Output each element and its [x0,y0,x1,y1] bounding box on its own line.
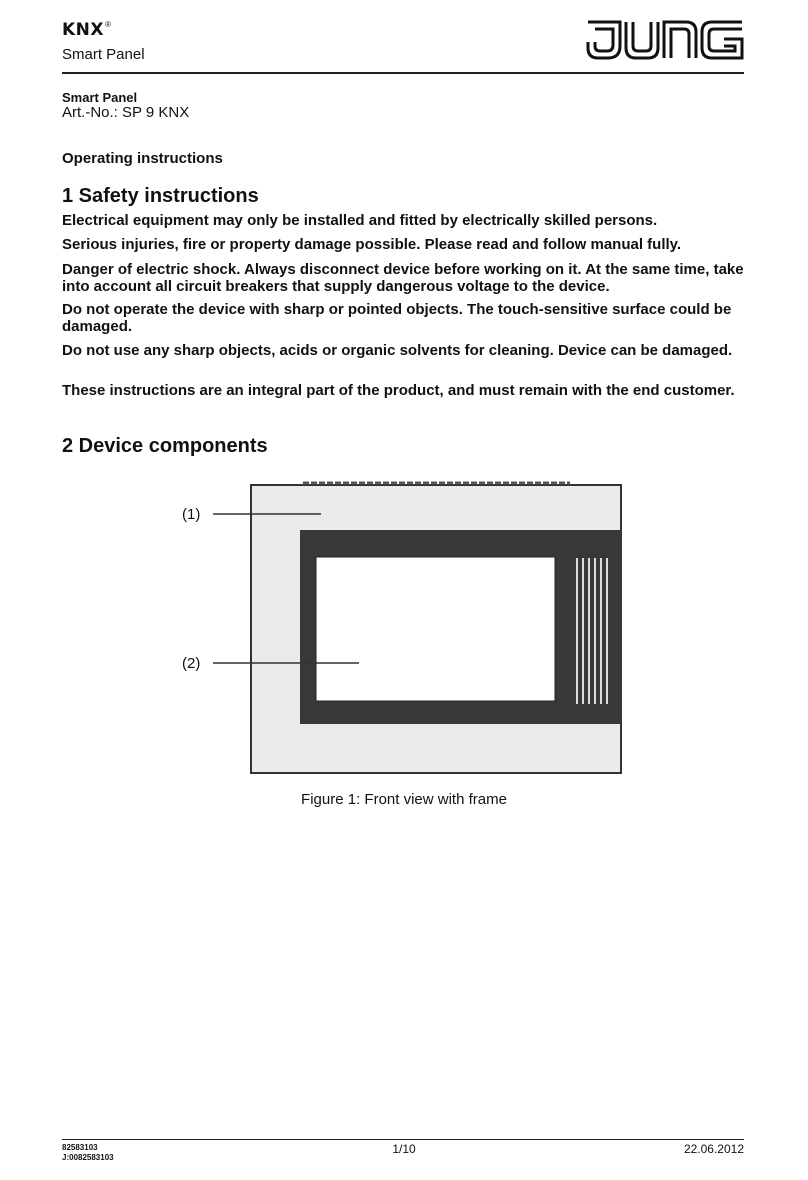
footer-code: 82583103 [62,1143,98,1152]
safety-paragraph: These instructions are an integral part of the product, and must remain with the end customer. [62,382,735,399]
display [316,557,555,701]
footer-date: 22.06.2012 [683,1142,744,1156]
header-product-name: Smart Panel [62,46,145,63]
jung-brand-logo [586,20,744,60]
footer-job-code: J:0082583103 [62,1153,114,1162]
components-heading: 2 Device components [62,435,268,457]
callout-label-1: (1) [182,506,201,523]
safety-paragraph: Serious injuries, fire or property damage possible. Please read and follow manual fully. [62,236,682,253]
article-number: Art.-No.: SP 9 KNX [62,104,190,121]
brand-text: JUNG [665,59,668,60]
footer-divider [62,1139,744,1140]
safety-paragraph: Electrical equipment may only be installed and fitted by electrically skilled persons. [62,212,658,229]
safety-paragraph: Do not use any sharp objects, acids or organic solvents for cleaning. Device can be damaged. [62,342,733,359]
knx-logo-text: KNX [62,20,105,40]
figure-caption: Figure 1: Front view with frame [301,791,507,808]
doc-title: Smart Panel [62,90,138,105]
knx-logo [62,20,111,44]
callout-label-2: (2) [182,655,201,672]
safety-paragraph: Danger of electric shock. Always disconnect device before working on it. At the same time, take into account all circuit breakers that supply dangerous voltage to the device. [62,261,744,295]
device-drawing [175,478,635,783]
header-divider [62,72,744,74]
page-number: 1/10 [392,1142,416,1156]
registered-mark: ® [105,20,111,29]
safety-paragraph: Do not operate the device with sharp or pointed objects. The touch-sensitive surface could be damaged. [62,301,732,335]
front-view-figure [175,478,635,783]
doc-type: Operating instructions [62,150,223,167]
safety-heading: 1 Safety instructions [62,185,259,207]
